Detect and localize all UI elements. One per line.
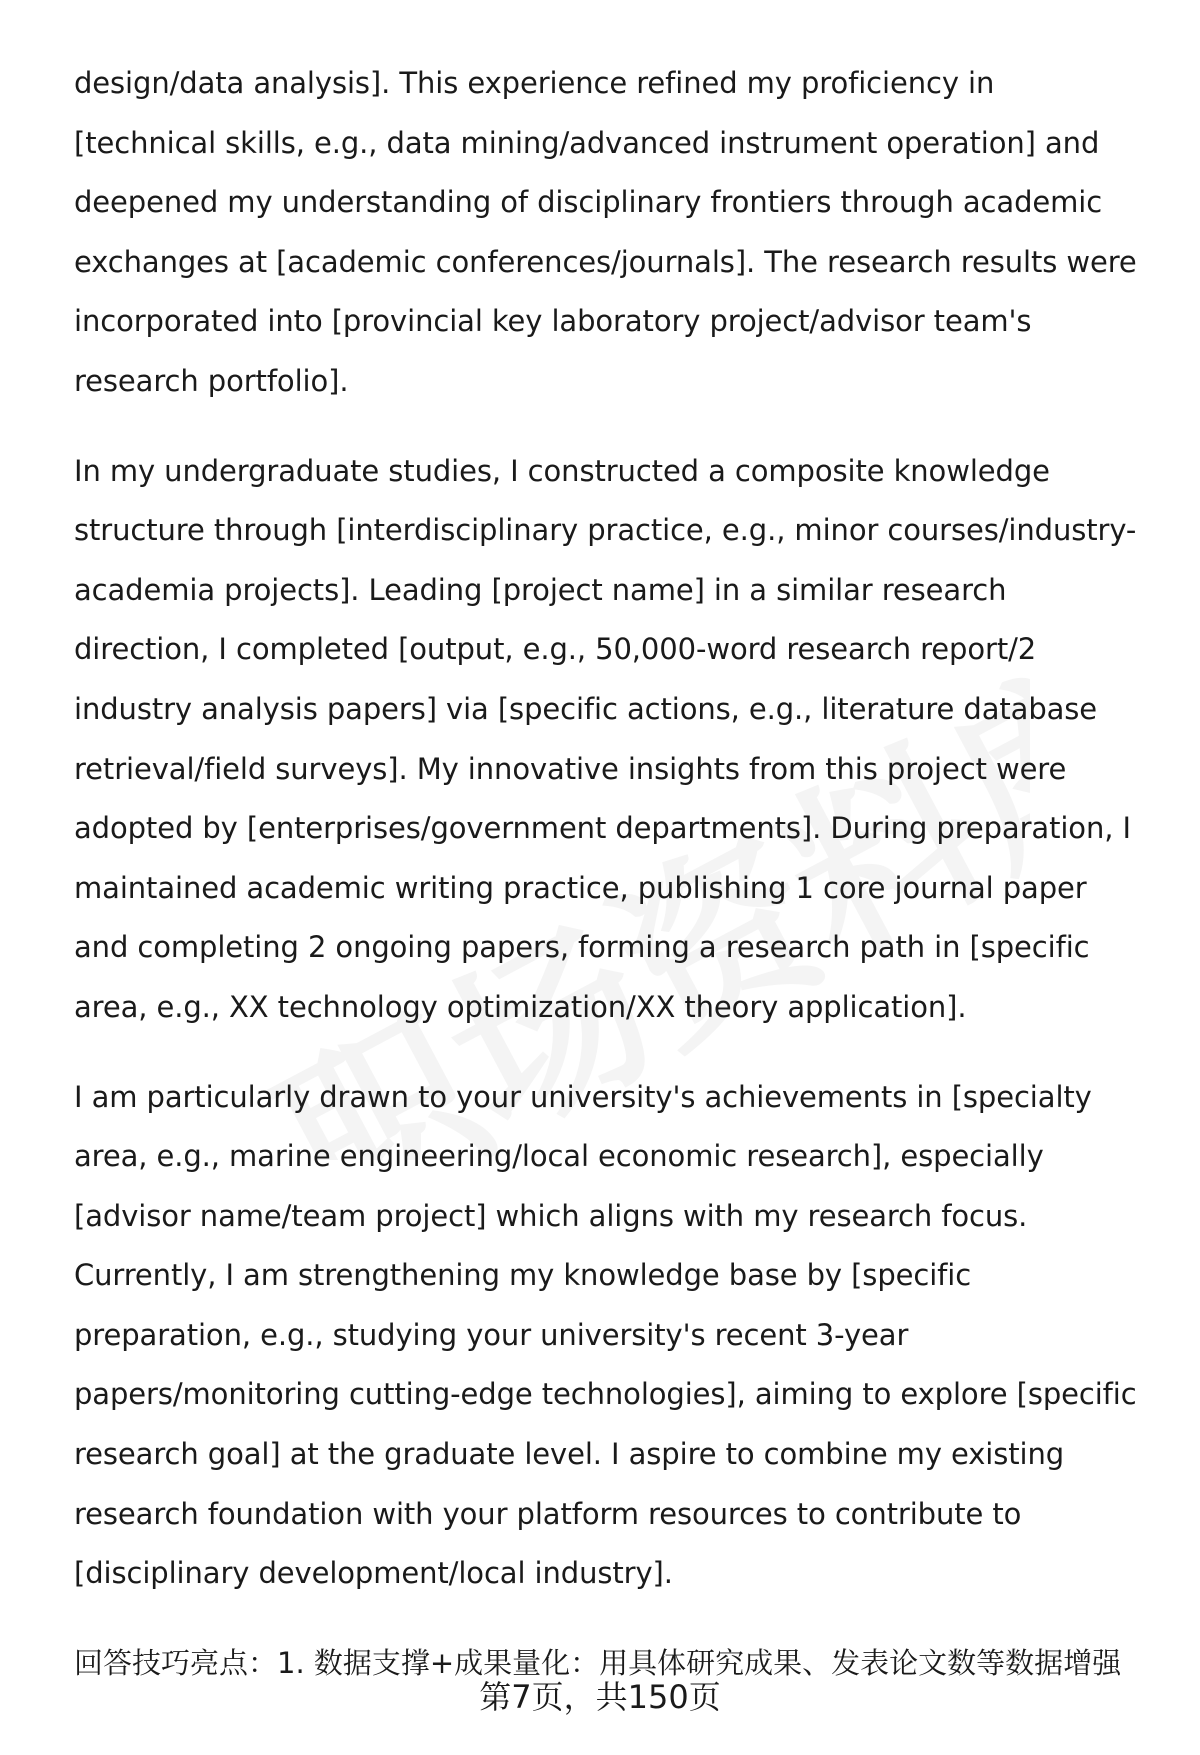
paragraph-research-experience: design/data analysis]. This experience refined my proficiency in [technical skills, e.g., data mining/advanced instrument operation] and deepened my understanding of disciplinary frontiers through academic exchanges at [academic conferences/journals]. The research results were incorporated into [provincial key laboratory project/advisor team's research portfolio]. xyxy=(74,66,1137,398)
page-number: 第7页，共150页 xyxy=(479,1678,721,1716)
watermark-text: 职场资料库 xyxy=(248,640,1030,1160)
answer-tips-heading: 回答技巧亮点：1. 数据支撑+成果量化：用具体研究成果、发表论文数等数据增强 xyxy=(74,1645,1122,1680)
paragraph-university-interest: I am particularly drawn to your university's achievements in [specialty area, e.g., marine engineering/local economic research], especially [advisor name/team project] which aligns with my research focus. Currently, I am strengthening my knowledge base by [specific preparation, e.g., studying your university's recent 3-year papers/monitoring cutting-edge technologies], aiming to explore [specific research goal] at the graduate level. I aspire to combine my existing research foundation with your platform resources to contribute to [disciplinary development/local industry]. xyxy=(74,1079,1137,1591)
document-body xyxy=(74,54,1144,1693)
paragraph-undergraduate-studies: In my undergraduate studies, I constructed a composite knowledge structure through [interdisciplinary practice, e.g., minor courses/industry-academia projects]. Leading [project name] in a similar research direction, I completed [output, e.g., 50,000-word research report/2 industry analysis papers] via [specific actions, e.g., literature database retrieval/field surveys]. My innovative insights from this project were adopted by [enterprises/government departments]. During preparation, I maintained academic writing practice, publishing 1 core journal paper and completing 2 ongoing papers, forming a research path in [specific area, e.g., XX technology optimization/XX theory application]. xyxy=(74,453,1137,1024)
